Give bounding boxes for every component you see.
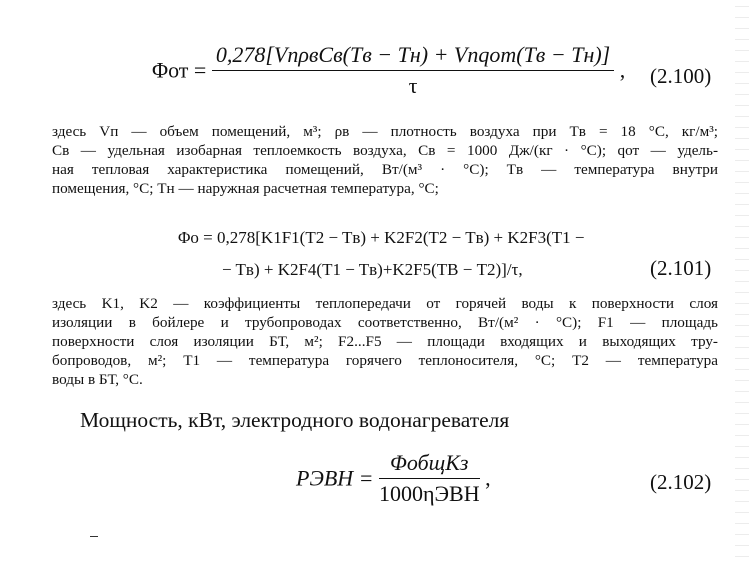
paragraph-variables-1	[52, 122, 718, 198]
paragraph-line: изоляции в бойлере и трубопроводах соответственно, Вт/(м² · °С); F1 — площадь	[52, 314, 718, 331]
paragraph-line: ная тепловая характеристика помещений, Вт/(м³ · °С); Tв — температура внутри	[52, 161, 718, 178]
paragraph-line: поверхности слоя изоляции БТ, м²; F2...F5 — площади входящих и выходящих тру-	[52, 333, 718, 350]
formula-2-101-line-2: − Tв) + K2F4(T1 − Tв)+K2F5(TВ − T2)]/τ,	[222, 260, 523, 279]
formula-2-100-numerator: 0,278[VпρвCв(Tв − Tн) + Vпqот(Tв − Tн)]	[215, 42, 611, 67]
scan-mark	[90, 536, 98, 537]
formula-2-102-comma: ,	[485, 465, 491, 491]
formula-2-102-fraction	[379, 450, 480, 507]
paragraph-line: помещения, °С; Tн — наружная расчетная температура, °С;	[52, 180, 439, 197]
paragraph-line: здесь K1, K2 — коэффициенты теплопередачи от горячей воды к поверхности слоя	[52, 295, 718, 312]
paragraph-variables-2	[52, 294, 718, 389]
section-heading: Мощность, кВт, электродного водонагревателя	[80, 408, 510, 432]
fraction-bar	[379, 478, 480, 479]
formula-2-102-denominator: 1000ηЭВН	[379, 481, 480, 506]
paragraph-line: воды в БТ, °С.	[52, 371, 143, 388]
formula-2-102-lhs: PЭВН =	[296, 465, 374, 491]
paragraph-line: здесь Vп — объем помещений, м³; ρв — плотность воздуха при Tв = 18 °С, кг/м³;	[52, 123, 718, 140]
formula-2-100	[152, 42, 625, 99]
formula-2-101-line-1: Φо = 0,278[K1F1(T2 − Tв) + K2F2(T2 − Tв) + K2F3(T1 −	[178, 228, 585, 247]
fraction-bar	[212, 70, 614, 71]
formula-2-100-comma: ,	[619, 57, 626, 83]
formula-2-100-lhs: Φот =	[152, 57, 207, 83]
formula-2-102-numerator: ΦобщKз	[390, 450, 469, 475]
formula-2-100-denominator: τ	[408, 73, 418, 98]
equation-number-2-102: (2.102)	[650, 470, 712, 494]
equation-number-2-101: (2.101)	[650, 256, 712, 280]
paragraph-line: Cв — удельная изобарная теплоемкость воздуха, Cв = 1000 Дж/(кг · °С); qот — удель-	[52, 142, 718, 159]
scan-edge-shadow	[735, 0, 749, 562]
formula-2-100-fraction	[212, 42, 614, 99]
equation-number-2-100: (2.100)	[650, 64, 712, 88]
paragraph-line: бопроводов, м²; T1 — температура горячего теплоносителя, °С; T2 — температура	[52, 352, 718, 369]
formula-2-102	[296, 450, 491, 507]
